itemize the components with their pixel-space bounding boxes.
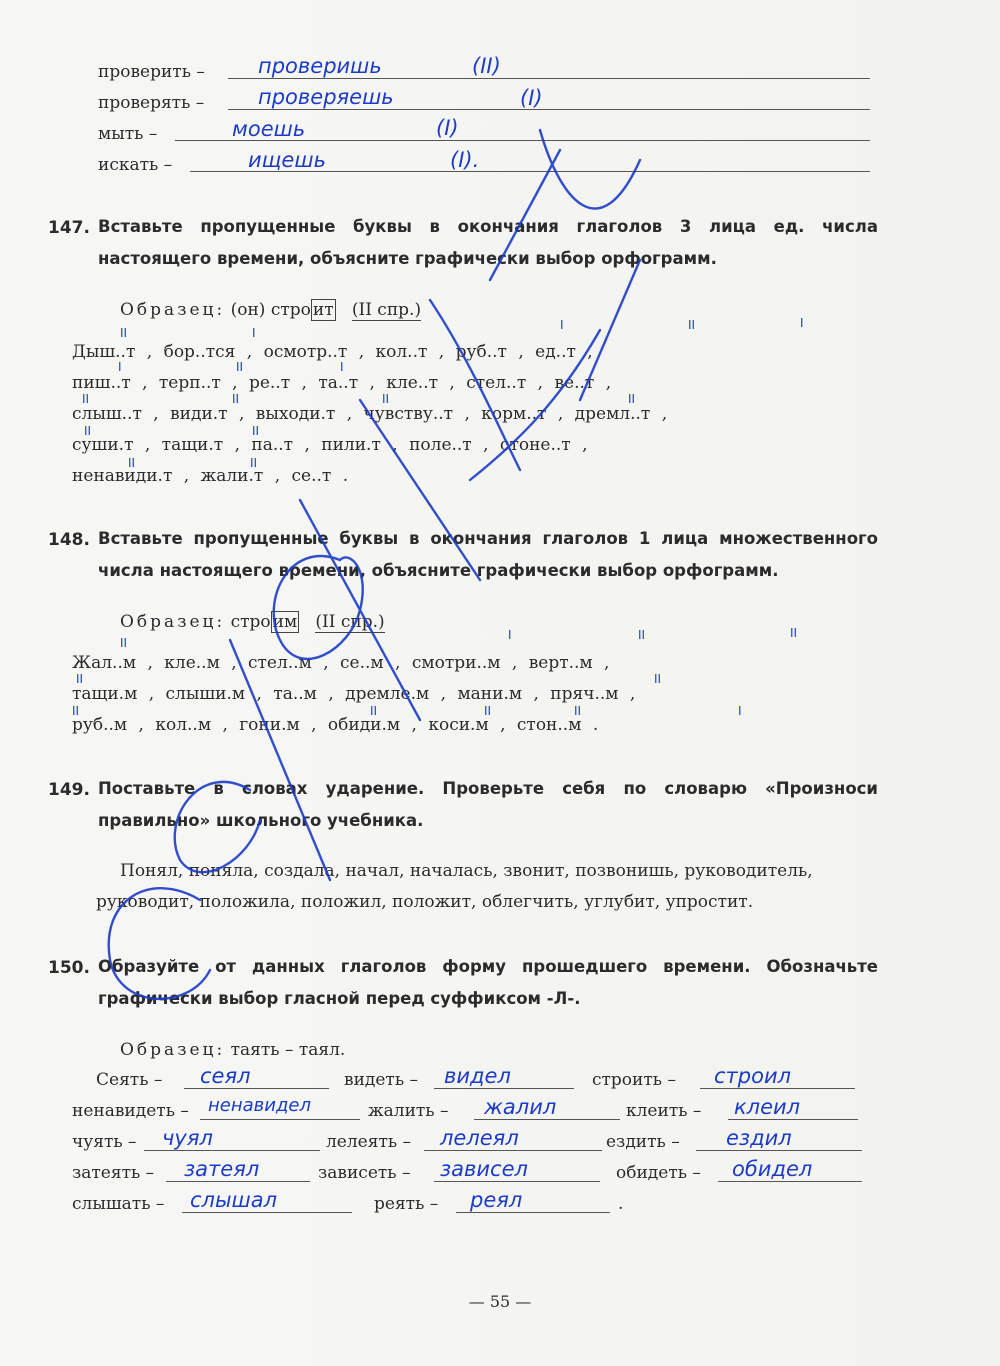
- answer-line: [696, 1150, 862, 1151]
- verb-label: проверять –: [98, 93, 205, 113]
- roman-mark: I: [738, 704, 742, 718]
- verb-label: Сеять –: [96, 1070, 163, 1090]
- answer-line: [474, 1119, 620, 1120]
- answer-line: [434, 1088, 574, 1089]
- handwritten-answer: ездил: [726, 1126, 792, 1150]
- roman-mark: II: [370, 704, 378, 718]
- verb-label: слышать –: [72, 1194, 165, 1214]
- handwritten-conj: (I).: [450, 148, 480, 172]
- roman-mark: II: [250, 456, 258, 470]
- words-line: руководит, положила, положил, положит, облегчить, углубит, упростит.: [96, 892, 754, 912]
- roman-mark: II: [76, 672, 84, 686]
- exercise-row: Жал..м , кле..м , стел..м , се..м , смотри..м , верт..м ,: [72, 653, 610, 673]
- verb-label: искать –: [98, 155, 173, 175]
- exercise-row: суши.т , тащи.т , па..т , пили.т , поле..т , стоне..т ,: [72, 435, 588, 455]
- verb-label: чуять –: [72, 1132, 137, 1152]
- exercise-row: тащи.м , слыши.м , та..м , дремле.м , мани.м , пряч..м ,: [72, 684, 636, 704]
- handwritten-answer: проверишь: [258, 54, 382, 78]
- sample-note: (II спр.): [351, 300, 422, 320]
- roman-mark: II: [484, 704, 492, 718]
- handwritten-answer: ищешь: [248, 148, 326, 172]
- sample-label: Образец:: [120, 1040, 226, 1060]
- roman-mark: II: [252, 424, 260, 438]
- verb-label: ездить –: [606, 1132, 680, 1152]
- handwritten-answer: жалил: [484, 1095, 557, 1119]
- task-number: 149.: [48, 780, 90, 800]
- exercise-row: Дыш..т , бор..тся , осмотр..т , кол..т , руб..т , ед..т ,: [72, 342, 593, 362]
- handwritten-answer: лелеял: [440, 1126, 519, 1150]
- sample-line: [120, 612, 385, 632]
- roman-mark: II: [688, 318, 696, 332]
- handwritten-conj: (II): [472, 54, 501, 78]
- roman-mark: I: [800, 316, 804, 330]
- handwritten-answer: сеял: [200, 1064, 251, 1088]
- handwritten-answer: моешь: [232, 117, 306, 141]
- answer-line: [700, 1088, 855, 1089]
- handwritten-answer: ненавидел: [208, 1095, 311, 1116]
- handwritten-answer: затеял: [184, 1157, 260, 1181]
- answer-line: [166, 1181, 310, 1182]
- page-number: — 55 —: [468, 1292, 532, 1311]
- verb-label: проверить –: [98, 62, 205, 82]
- answer-line: [228, 78, 870, 79]
- roman-mark: I: [252, 326, 256, 340]
- roman-mark: II: [574, 704, 582, 718]
- answer-line: [144, 1150, 320, 1151]
- verb-label: зависеть –: [318, 1163, 411, 1183]
- roman-mark: I: [560, 318, 564, 332]
- handwritten-answer: слышал: [190, 1188, 278, 1212]
- handwritten-answer: строил: [714, 1064, 792, 1088]
- handwritten-answer: проверяешь: [258, 85, 394, 109]
- verb-label: ненавидеть –: [72, 1101, 189, 1121]
- exercise-row: слыш..т , види.т , выходи.т , чувству..т , корм..т , дремл..т ,: [72, 404, 668, 424]
- handwritten-answer: видел: [444, 1064, 511, 1088]
- handwritten-answer: чуял: [162, 1126, 213, 1150]
- sample-text: таять – таял.: [230, 1040, 346, 1060]
- sample-text: (он) стро: [230, 300, 311, 320]
- roman-mark: II: [654, 672, 662, 686]
- roman-mark: II: [72, 704, 80, 718]
- task-number: 150.: [48, 958, 90, 978]
- answer-line: [228, 109, 870, 110]
- verb-label: затеять –: [72, 1163, 155, 1183]
- roman-mark: I: [340, 360, 344, 374]
- sample-label: Образец:: [120, 612, 226, 632]
- answer-line: [718, 1181, 862, 1182]
- verb-label: видеть –: [344, 1070, 418, 1090]
- verb-label: лелеять –: [326, 1132, 412, 1152]
- task-text: Образуйте от данных глаголов форму прошедшего времени. Обозначьте графически выбор гласной перед суффиксом -Л-.: [98, 957, 878, 1008]
- roman-mark: II: [638, 628, 646, 642]
- verb-label: жалить –: [368, 1101, 449, 1121]
- handwritten-answer: зависел: [440, 1157, 528, 1181]
- answer-line: [182, 1212, 352, 1213]
- task-number: 147.: [48, 218, 90, 238]
- sample-note: (II спр.): [315, 612, 385, 632]
- verb-label: реять –: [374, 1194, 439, 1214]
- roman-mark: II: [232, 392, 240, 406]
- roman-mark: II: [120, 636, 128, 650]
- verb-label: строить –: [592, 1070, 676, 1090]
- task-text: Вставьте пропущенные буквы в окончания глаголов 1 лица множественного числа настоящего времени, объясните графически выбор орфограмм.: [98, 529, 878, 580]
- roman-mark: II: [382, 392, 390, 406]
- roman-mark: II: [84, 424, 92, 438]
- answer-line: [184, 1088, 329, 1089]
- roman-mark: I: [118, 360, 122, 374]
- handwritten-conj: (I): [436, 116, 459, 140]
- handwritten-conj: (I): [520, 86, 543, 110]
- answer-line: [200, 1119, 360, 1120]
- sample-label: Образец:: [120, 300, 226, 320]
- verb-label: клеить –: [626, 1101, 702, 1121]
- sample-text: стро: [230, 612, 271, 632]
- verb-label: обидеть –: [616, 1163, 701, 1183]
- handwritten-answer: клеил: [734, 1095, 801, 1119]
- exercise-row: пиш..т , терп..т , ре..т , та..т , кле..т , стел..т , ве..т ,: [72, 373, 612, 393]
- sample-ending-box: ит: [312, 300, 334, 320]
- roman-mark: II: [82, 392, 90, 406]
- exercise-row: ненавиди.т , жали.т , се..т .: [72, 466, 349, 486]
- answer-line: [728, 1119, 858, 1120]
- verb-label: мыть –: [98, 124, 158, 144]
- answer-line: [424, 1150, 602, 1151]
- roman-mark: II: [236, 360, 244, 374]
- sample-ending-box: им: [272, 612, 298, 632]
- task-text: Вставьте пропущенные буквы в окончания глаголов 3 лица ед. числа настоящего времени, объясните графически выбор орфограмм.: [98, 217, 878, 268]
- answer-line: [434, 1181, 600, 1182]
- exercise-row: руб..м , кол..м , гони.м , обиди.м , коси.м , стон..м .: [72, 715, 599, 735]
- words-line: Понял, поняла, создала, начал, началась, звонит, позвонишь, руководитель,: [120, 861, 813, 881]
- handwritten-answer: реял: [470, 1188, 523, 1212]
- sample-line: [120, 300, 421, 320]
- roman-mark: II: [128, 456, 136, 470]
- roman-mark: II: [790, 626, 798, 640]
- answer-line: [456, 1212, 610, 1213]
- roman-mark: II: [628, 392, 636, 406]
- task-text: Поставьте в словах ударение. Проверьте себя по словарю «Произноси правильно» школьного учебника.: [98, 779, 878, 830]
- roman-mark: I: [508, 628, 512, 642]
- period: .: [618, 1194, 624, 1214]
- sample-line: [120, 1040, 345, 1060]
- roman-mark: II: [120, 326, 128, 340]
- task-number: 148.: [48, 530, 90, 550]
- handwritten-answer: обидел: [732, 1157, 813, 1181]
